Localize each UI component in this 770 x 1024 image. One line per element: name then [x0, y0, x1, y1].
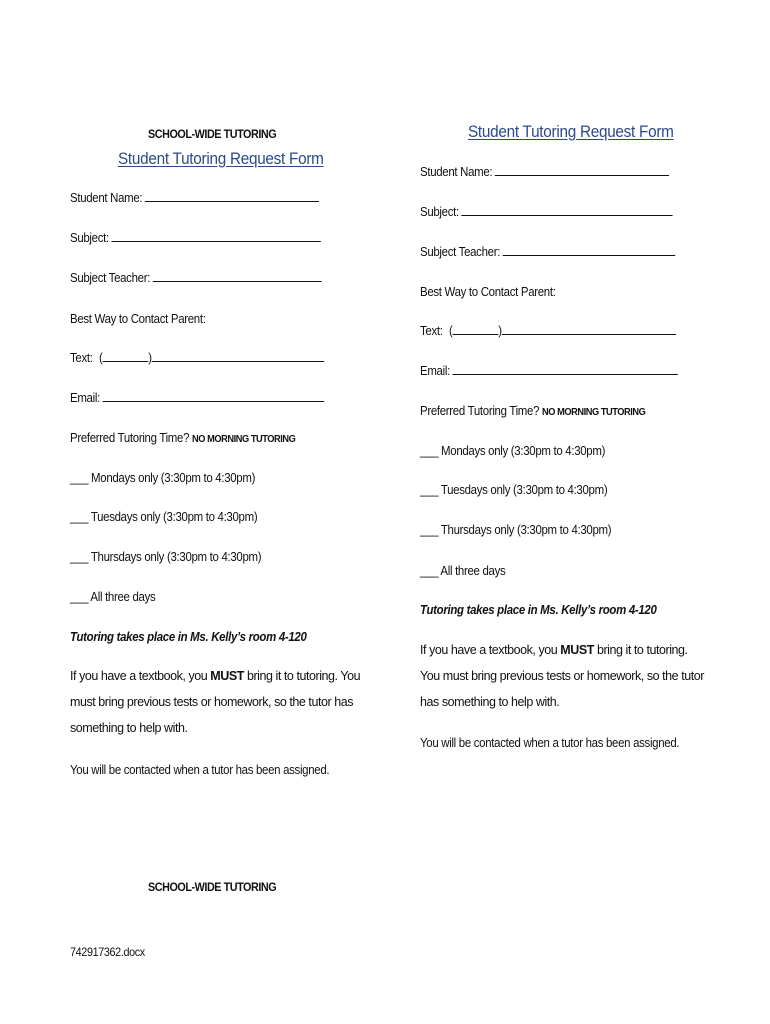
option-blank[interactable]: ___ [420, 522, 439, 537]
form-title: Student Tutoring Request Form [118, 149, 324, 168]
option-blank[interactable]: ___ [70, 549, 89, 564]
text-number-blank[interactable] [502, 323, 676, 335]
preferred-time-label: Preferred Tutoring Time? [420, 403, 540, 418]
email-field[interactable] [70, 390, 325, 405]
text-label: Text: [420, 323, 443, 338]
student-name-label: Student Name: [70, 190, 143, 205]
textbook-pre: If you have a textbook, you [420, 643, 558, 657]
option-label: Tuesdays only (3:30pm to 4:30pm) [440, 482, 608, 497]
option-label: All three days [440, 563, 506, 578]
student-name-field[interactable] [420, 164, 669, 179]
option-label: All three days [90, 589, 156, 604]
option-tuesday[interactable] [70, 509, 257, 524]
textbook-must: MUST [210, 669, 244, 683]
textbook-note [420, 637, 710, 715]
preferred-time-label: Preferred Tutoring Time? [70, 430, 190, 445]
textbook-must: MUST [560, 643, 594, 657]
preferred-time [70, 430, 295, 445]
no-morning-note: NO MORNING TUTORING [192, 433, 296, 445]
document-filename: 742917362.docx [70, 945, 145, 959]
contacted-note: You will be contacted when a tutor has been assigned. [70, 762, 330, 777]
option-blank[interactable]: ___ [420, 482, 439, 497]
subject-blank[interactable] [112, 230, 321, 242]
form-title: Student Tutoring Request Form [468, 122, 674, 141]
option-all-days[interactable] [420, 563, 505, 578]
subject-field[interactable] [70, 230, 321, 245]
contacted-note: You will be contacted when a tutor has been assigned. [420, 735, 680, 750]
text-paren-close: ) [498, 323, 502, 338]
subject-field[interactable] [420, 204, 673, 219]
subject-teacher-blank[interactable] [503, 244, 675, 256]
option-monday[interactable] [70, 470, 255, 485]
option-blank[interactable]: ___ [70, 509, 89, 524]
student-name-blank[interactable] [145, 190, 319, 202]
email-field[interactable] [420, 363, 678, 378]
text-paren-close: ) [148, 350, 152, 365]
option-label: Thursdays only (3:30pm to 4:30pm) [90, 549, 262, 564]
textbook-post: bring it to tutoring. You must bring previous tests or homework, so the tutor has something to help with. [70, 669, 361, 735]
option-monday[interactable] [420, 443, 605, 458]
option-blank[interactable]: ___ [420, 443, 439, 458]
option-label: Tuesdays only (3:30pm to 4:30pm) [90, 509, 258, 524]
contact-parent-label: Best Way to Contact Parent: [420, 284, 556, 299]
email-label: Email: [70, 390, 100, 405]
text-code-blank[interactable] [453, 323, 499, 335]
option-label: Mondays only (3:30pm to 4:30pm) [441, 443, 606, 458]
text-paren-open: ( [99, 350, 103, 365]
text-code-blank[interactable] [103, 350, 149, 362]
no-morning-note: NO MORNING TUTORING [542, 406, 646, 418]
subject-teacher-field[interactable] [420, 244, 675, 259]
option-blank[interactable]: ___ [70, 470, 89, 485]
textbook-post: bring it to tutoring. You must bring previous tests or homework, so the tutor has something to help with. [420, 643, 704, 709]
option-tuesday[interactable] [420, 482, 607, 497]
school-wide-heading: SCHOOL-WIDE TUTORING [148, 127, 277, 141]
student-name-blank[interactable] [495, 164, 669, 176]
subject-teacher-blank[interactable] [153, 270, 322, 282]
preferred-time [420, 403, 645, 418]
contact-parent-label: Best Way to Contact Parent: [70, 311, 206, 326]
text-field[interactable] [70, 350, 324, 365]
subject-label: Subject: [420, 204, 459, 219]
subject-teacher-label: Subject Teacher: [420, 244, 501, 259]
email-blank[interactable] [103, 390, 325, 402]
option-label: Thursdays only (3:30pm to 4:30pm) [440, 522, 612, 537]
option-blank[interactable]: ___ [70, 589, 89, 604]
location-note: Tutoring takes place in Ms. Kelly’s room 4-120 [70, 629, 307, 644]
email-label: Email: [420, 363, 450, 378]
option-thursday[interactable] [420, 522, 611, 537]
subject-blank[interactable] [462, 204, 673, 216]
student-name-label: Student Name: [420, 164, 493, 179]
textbook-note [70, 663, 370, 741]
option-blank[interactable]: ___ [420, 563, 439, 578]
textbook-pre: If you have a textbook, you [70, 669, 208, 683]
subject-teacher-label: Subject Teacher: [70, 270, 151, 285]
option-label: Mondays only (3:30pm to 4:30pm) [91, 470, 256, 485]
text-number-blank[interactable] [152, 350, 324, 362]
bottom-heading: SCHOOL-WIDE TUTORING [148, 880, 277, 894]
text-paren-open: ( [449, 323, 453, 338]
text-field[interactable] [420, 323, 676, 338]
student-name-field[interactable] [70, 190, 319, 205]
subject-label: Subject: [70, 230, 109, 245]
email-blank[interactable] [453, 363, 678, 375]
subject-teacher-field[interactable] [70, 270, 322, 285]
location-note: Tutoring takes place in Ms. Kelly’s room 4-120 [420, 602, 657, 617]
option-all-days[interactable] [70, 589, 155, 604]
text-label: Text: [70, 350, 93, 365]
option-thursday[interactable] [70, 549, 261, 564]
